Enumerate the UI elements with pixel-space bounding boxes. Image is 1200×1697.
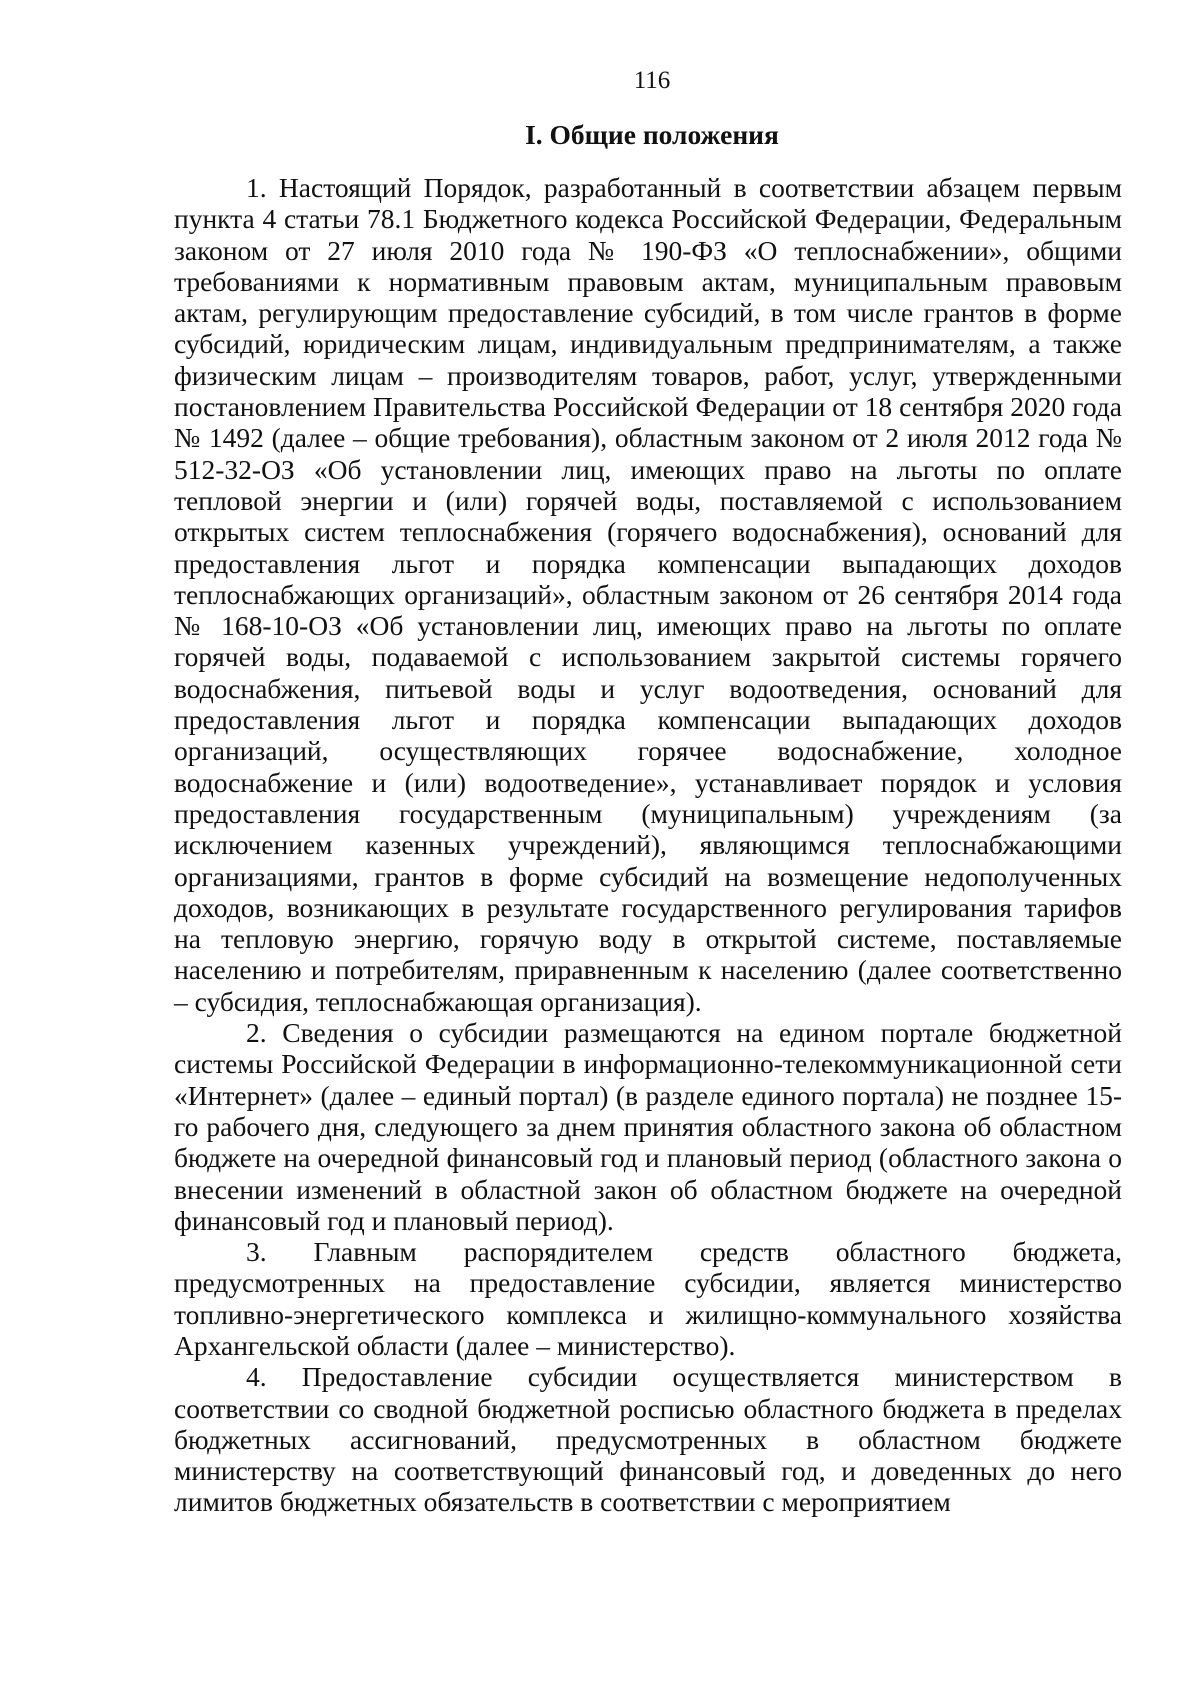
paragraph-3: 3. Главным распорядителем средств областного бюджета, предусмотренных на предоставление субсидии, является министерство топливно-энергетического комплекса и жилищно-коммунального хозяйства Архангельской области (далее – министерство). (174, 1236, 1122, 1361)
section-title: I. Общие положения (525, 119, 779, 150)
body-text (174, 172, 1122, 1518)
paragraph-1: 1. Настоящий Порядок, разработанный в соответствии абзацем первым пункта 4 статьи 78.1 Бюджетного кодекса Российской Федерации, Федеральным законом от 27 июля 2010 года № 190-ФЗ «О теплоснабжении», общими требованиями к нормативным правовым актам, муниципальным правовым актам, регулирующим предоставление субсидий, в том числе грантов в форме субсидий, юридическим лицам, индивидуальным предпринимателям, а также физическим лицам – производителям товаров, работ, услуг, утвержденными постановлением Правительства Российской Федерации от 18 сентября 2020 года № 1492 (далее – общие требования), областным законом от 2 июля 2012 года № 512-32-ОЗ «Об установлении лиц, имеющих право на льготы по оплате тепловой энергии и (или) горячей воды, поставляемой с использованием открытых систем теплоснабжения (горячего водоснабжения), оснований для предоставления льгот и порядка компенсации выпадающих доходов теплоснабжающих организаций», областным законом от 26 сентября 2014 года № 168-10-ОЗ «Об установлении лиц, имеющих право на льготы по оплате горячей воды, подаваемой с использованием закрытой системы горячего водоснабжения, питьевой воды и услуг водоотведения, оснований для предоставления льгот и порядка компенсации выпадающих доходов организаций, осуществляющих горячее водоснабжение, холодное водоснабжение и (или) водоотведение», устанавливает порядок и условия предоставления государственным (муниципальным) учреждениям (за исключением казенных учреждений), являющимся теплоснабжающими организациями, грантов в форме субсидий на возмещение недополученных доходов, возникающих в результате государственного регулирования тарифов на тепловую энергию, горячую воду в открытой системе, поставляемые населению и потребителям, приравненным к населению (далее соответственно – субсидия, теплоснабжающая организация). (174, 172, 1122, 1017)
page-number: 116 (633, 67, 671, 94)
paragraph-2: 2. Сведения о субсидии размещаются на едином портале бюджетной системы Российской Федерации в информационно-телекоммуникационной сети «Интернет» (далее – единый портал) (в разделе единого портала) не позднее 15-го рабочего дня, следующего за днем принятия областного закона об областном бюджете на очередной финансовый год и плановый период (областного закона о внесении изменений в областной закон об областном бюджете на очередной финансовый год и плановый период). (174, 1017, 1122, 1236)
paragraph-4: 4. Предоставление субсидии осуществляется министерством в соответствии со сводной бюджетной росписью областного бюджета в пределах бюджетных ассигнований, предусмотренных в областном бюджете министерству на соответствующий финансовый год, и доведенных до него лимитов бюджетных обязательств в соответствии с мероприятием (174, 1361, 1122, 1518)
